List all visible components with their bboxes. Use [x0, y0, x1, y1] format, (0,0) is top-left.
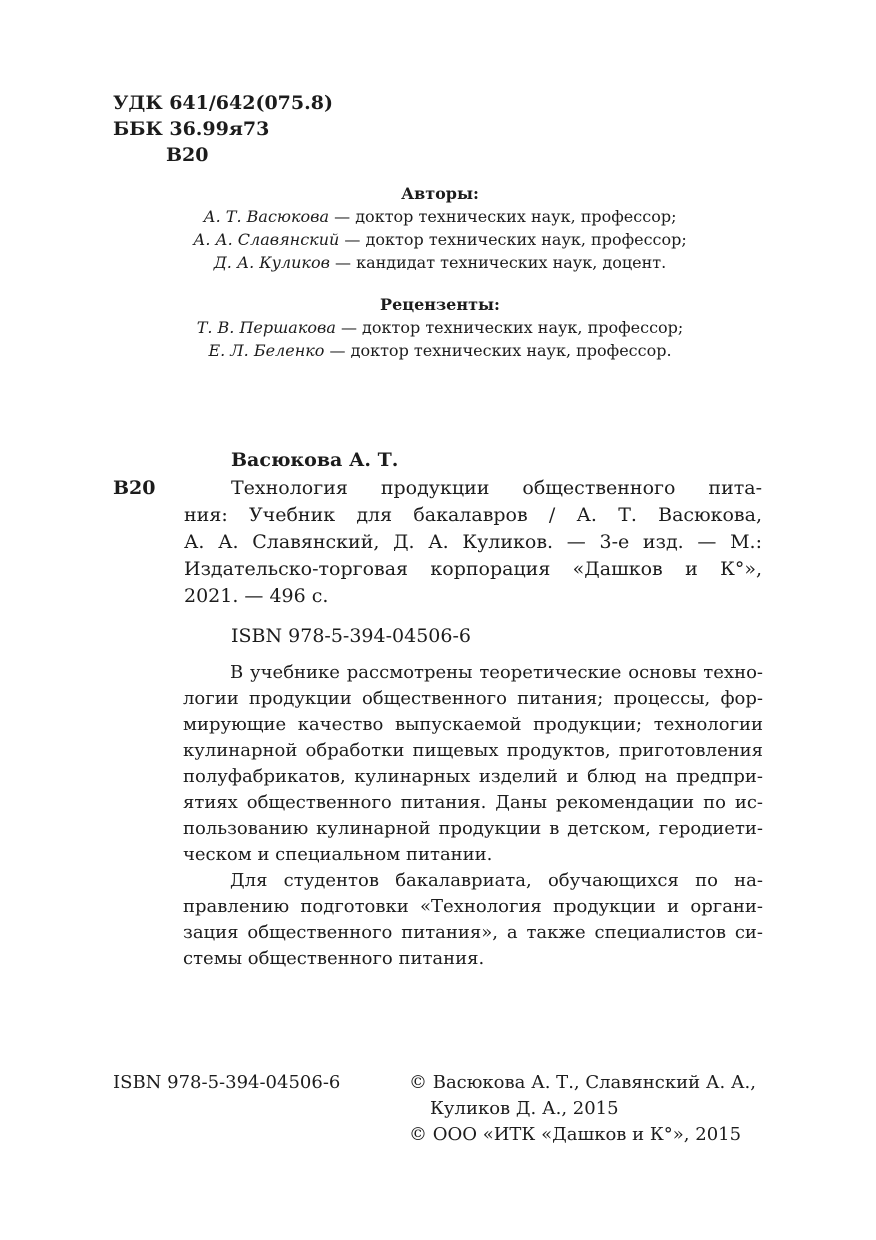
reviewer-desc: — доктор технических наук, профессор;	[335, 318, 684, 337]
abstract-line: логии продукции общественного питания; процессы, фор-	[183, 688, 763, 709]
author-sign: В20	[166, 144, 209, 166]
catalog-isbn: ISBN 978-5-394-04506-6	[231, 625, 471, 647]
catalog-line: Издательско-торговая корпорация «Дашков и К°»,	[184, 558, 762, 580]
abstract-line: зация общественного питания», а также специалистов си-	[183, 922, 763, 943]
reviewer-name: Т. В. Першакова	[196, 318, 336, 337]
footer-isbn: ISBN 978-5-394-04506-6	[113, 1072, 341, 1093]
abstract-paragraph-2	[183, 868, 763, 972]
authors-block	[120, 182, 760, 274]
copyright-line: Куликов Д. А., 2015	[430, 1098, 619, 1119]
abstract-line: ятиях общественного питания. Даны рекомендации по ис-	[183, 792, 763, 813]
bbk-code: ББК 36.99я73	[113, 118, 270, 140]
author-line	[120, 228, 760, 251]
catalog-line: Технология продукции общественного пита-	[231, 477, 762, 499]
copyright-line: © Васюкова А. Т., Славянский А. А.,	[409, 1072, 756, 1093]
author-desc: — доктор технических наук, профессор;	[339, 230, 687, 249]
abstract-paragraph-1	[183, 660, 763, 868]
catalog-code: В20	[113, 477, 156, 499]
author-name: Д. А. Куликов	[213, 253, 330, 272]
abstract-line: стемы общественного питания.	[183, 948, 485, 969]
abstract-line: ческом и специальном питании.	[183, 844, 493, 865]
catalog-line: А. А. Славянский, Д. А. Куликов. — 3-е изд. — М.:	[184, 531, 762, 553]
abstract-line: правлению подготовки «Технология продукции и органи-	[183, 896, 763, 917]
author-name: А. А. Славянский	[193, 230, 340, 249]
copyright-line: © ООО «ИТК «Дашков и К°», 2015	[409, 1124, 742, 1145]
reviewer-line	[120, 339, 760, 362]
author-desc: — кандидат технических наук, доцент.	[329, 253, 667, 272]
reviewers-block	[120, 293, 760, 362]
catalog-line: 2021. — 496 с.	[184, 585, 329, 607]
author-name: А. Т. Васюкова	[203, 207, 330, 226]
author-line	[120, 251, 760, 274]
abstract-line: полуфабрикатов, кулинарных изделий и блюд на предпри-	[183, 766, 763, 787]
abstract-line: В учебнике рассмотрены теоретические основы техно-	[230, 662, 763, 683]
abstract-line: Для студентов бакалавриата, обучающихся по на-	[230, 870, 763, 891]
catalog-author-heading: Васюкова А. Т.	[231, 449, 399, 471]
udk-code: УДК 641/642(075.8)	[113, 92, 333, 114]
abstract-line: кулинарной обработки пищевых продуктов, приготовления	[183, 740, 763, 761]
reviewer-desc: — доктор технических наук, профессор.	[324, 341, 672, 360]
author-line	[120, 205, 760, 228]
reviewers-heading: Рецензенты:	[380, 295, 500, 314]
author-desc: — доктор технических наук, профессор;	[329, 207, 677, 226]
reviewer-name: Е. Л. Беленко	[208, 341, 325, 360]
abstract-line: пользованию кулинарной продукции в детском, геродиети-	[183, 818, 763, 839]
abstract-line: мирующие качество выпускаемой продукции; технологии	[183, 714, 763, 735]
reviewer-line	[120, 316, 760, 339]
authors-heading: Авторы:	[401, 184, 479, 203]
catalog-line: ния: Учебник для бакалавров / А. Т. Васюкова,	[184, 504, 762, 526]
